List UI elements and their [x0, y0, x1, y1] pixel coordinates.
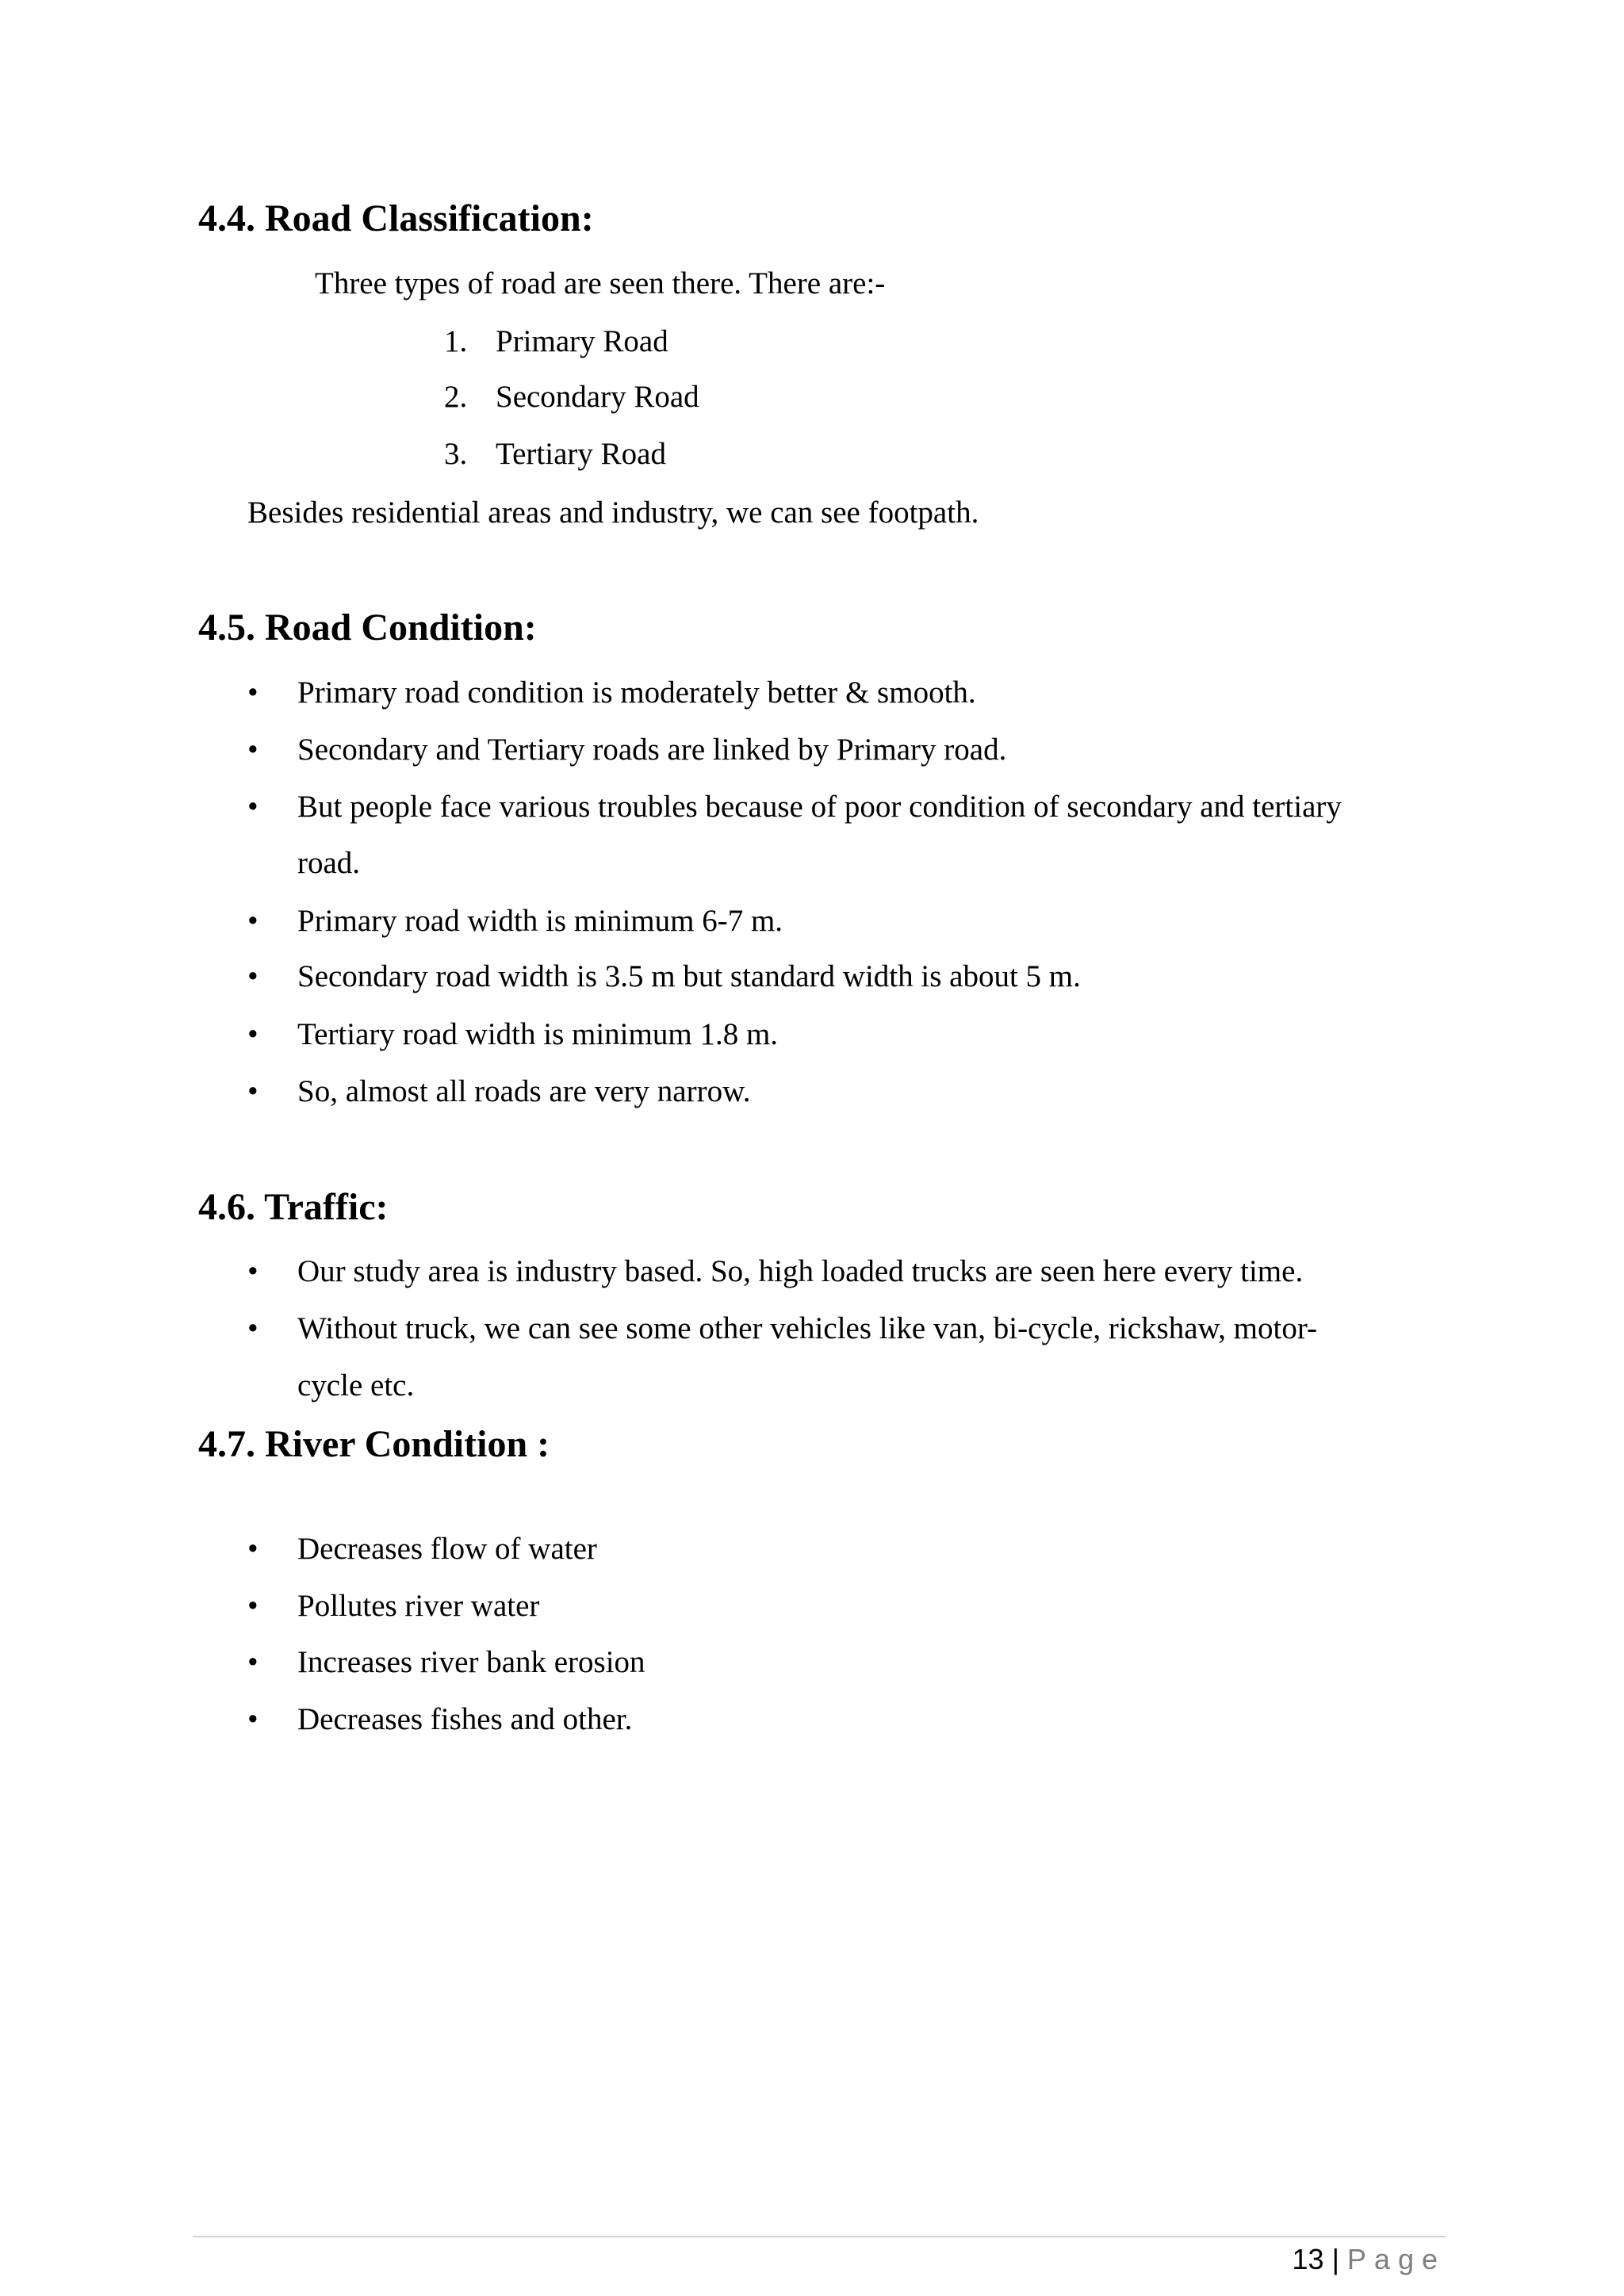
bullet-marker: •: [247, 733, 259, 767]
road-classification-outro: Besides residential areas and industry, we can see footpath.: [247, 496, 979, 530]
road-condition-item-continuation: road.: [297, 846, 361, 880]
page-footer: [1293, 2245, 1446, 2274]
list-number: 2.: [444, 380, 468, 414]
bullet-marker: •: [247, 1311, 259, 1345]
traffic-item-continuation: cycle etc.: [297, 1368, 415, 1402]
list-number: 1.: [444, 324, 468, 358]
bullet-marker: •: [247, 1532, 259, 1566]
section-heading-road-condition: 4.5. Road Condition:: [198, 607, 537, 649]
road-classification-intro: Three types of road are seen there. There are:-: [315, 266, 886, 300]
road-condition-item: Tertiary road width is minimum 1.8 m.: [297, 1017, 779, 1051]
list-item-tertiary-road: Tertiary Road: [496, 437, 666, 471]
page-label: Page: [1346, 2243, 1446, 2275]
road-condition-item: So, almost all roads are very narrow.: [297, 1074, 751, 1108]
river-condition-item: Decreases fishes and other.: [297, 1702, 633, 1736]
road-condition-item: Primary road width is minimum 6-7 m.: [297, 904, 783, 938]
bullet-marker: •: [247, 1017, 259, 1051]
traffic-item: Our study area is industry based. So, high loaded trucks are seen here every time.: [297, 1254, 1304, 1288]
list-number: 3.: [444, 437, 468, 471]
page-number: 13: [1292, 2243, 1324, 2275]
section-heading-traffic: 4.6. Traffic:: [198, 1186, 389, 1228]
list-item-secondary-road: Secondary Road: [496, 380, 699, 414]
list-item-primary-road: Primary Road: [496, 324, 668, 358]
traffic-item: Without truck, we can see some other vehicles like van, bi-cycle, rickshaw, motor-: [297, 1311, 1318, 1345]
footer-separator: |: [1331, 2243, 1339, 2275]
river-condition-item: Pollutes river water: [297, 1589, 540, 1623]
section-heading-road-classification: 4.4. Road Classification:: [198, 197, 594, 239]
bullet-marker: •: [247, 959, 259, 993]
bullet-marker: •: [247, 1645, 259, 1679]
river-condition-item: Increases river bank erosion: [297, 1645, 645, 1679]
river-condition-item: Decreases flow of water: [297, 1532, 597, 1566]
road-condition-item: Primary road condition is moderately better & smooth.: [297, 675, 976, 710]
bullet-marker: •: [247, 1702, 259, 1736]
bullet-marker: •: [247, 1254, 259, 1288]
road-condition-item: Secondary road width is 3.5 m but standard width is about 5 m.: [297, 959, 1081, 993]
section-heading-river-condition: 4.7. River Condition :: [198, 1423, 550, 1465]
bullet-marker: •: [247, 790, 259, 824]
bullet-marker: •: [247, 904, 259, 938]
bullet-marker: •: [247, 1074, 259, 1108]
bullet-marker: •: [247, 675, 259, 710]
road-condition-item: Secondary and Tertiary roads are linked by Primary road.: [297, 733, 1007, 767]
road-condition-item: But people face various troubles because of poor condition of secondary and tertiary: [297, 790, 1342, 824]
bullet-marker: •: [247, 1589, 259, 1623]
footer-divider: [193, 2236, 1446, 2237]
